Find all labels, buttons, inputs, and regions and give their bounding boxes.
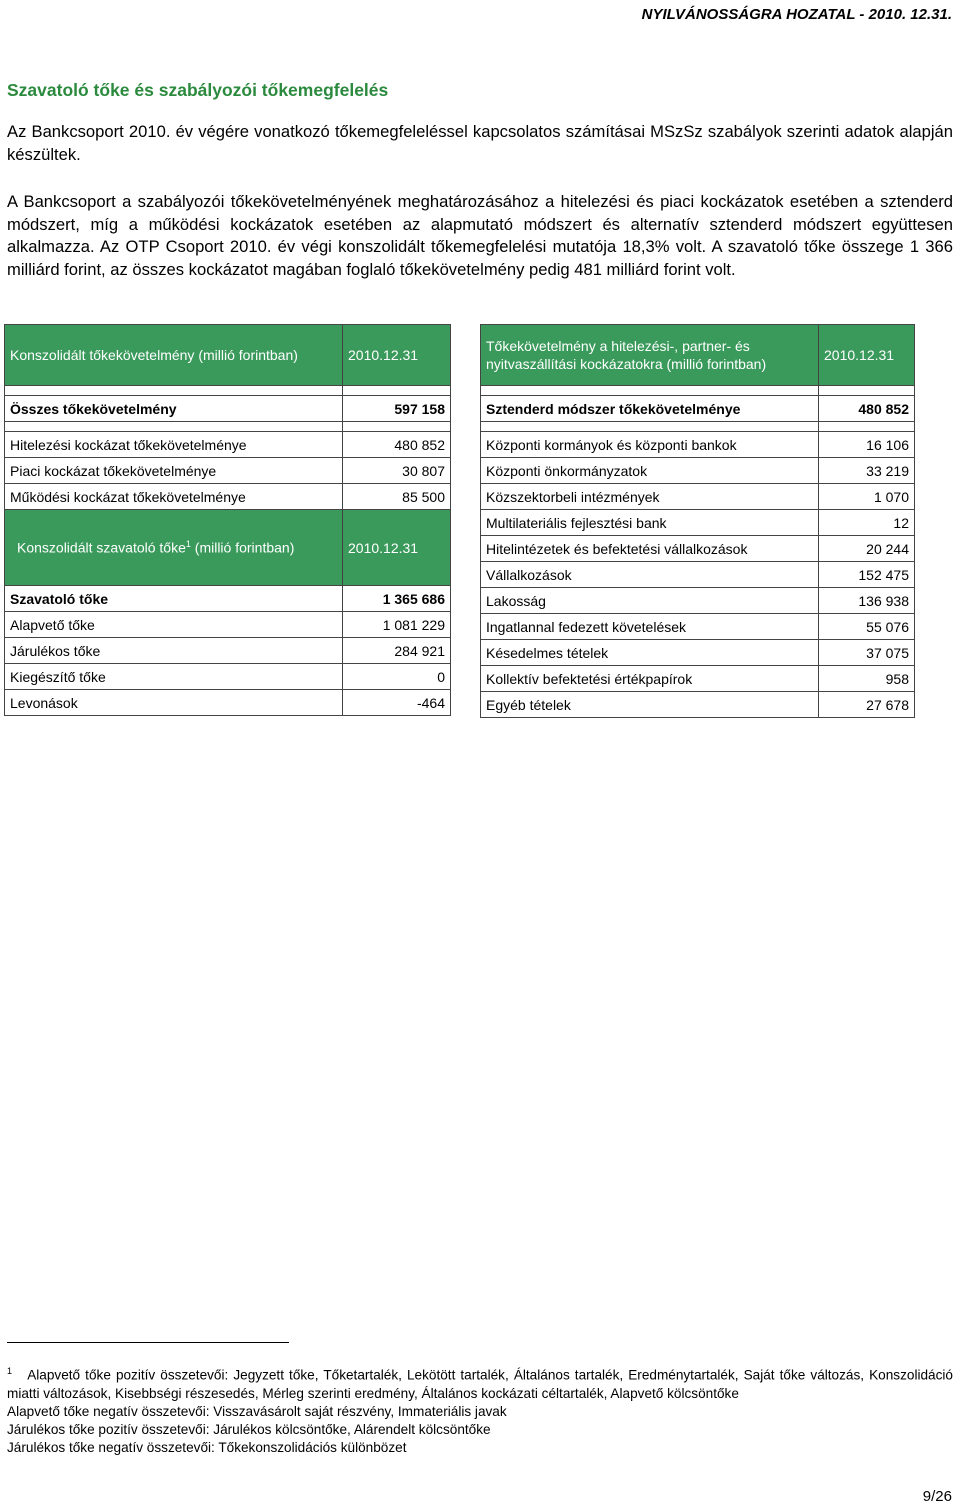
table-row [5,586,451,612]
table-row [5,690,451,716]
table-row [481,666,915,692]
row-label: Multilateriális fejlesztési bank [481,510,819,536]
row-label: Központi kormányok és központi bankok [481,432,819,458]
page-number: 9/26 [922,1488,952,1505]
table-row [481,396,915,422]
capreq-header-date: 2010.12.31 [343,325,451,386]
table-row [5,458,451,484]
page-header: NYILVÁNOSSÁGRA HOZATAL - 2010. 12.31. [641,6,952,23]
row-value: 27 678 [819,692,915,718]
table-row [481,588,915,614]
row-label: Egyéb tételek [481,692,819,718]
row-label: Működési kockázat tőkekövetelménye [5,484,343,510]
credit-header-label: Tőkekövetelmény a hitelezési-, partner- és nyitvaszállítási kockázatokra (millió forintban) [481,325,819,386]
table-row [481,692,915,718]
table-row [481,458,915,484]
row-value: 30 807 [343,458,451,484]
table-row [5,484,451,510]
credit-header-date: 2010.12.31 [819,325,915,386]
row-label: Ingatlannal fedezett követelések [481,614,819,640]
table-row [481,432,915,458]
owncap-header-date: 2010.12.31 [343,510,451,586]
capreq-total-value: 597 158 [343,396,451,422]
row-value: 284 921 [343,638,451,664]
credit-total-label: Sztenderd módszer tőkekövetelménye [481,396,819,422]
own-funds-table [4,509,451,716]
footnote-separator [7,1342,289,1343]
table-row [481,562,915,588]
table-header-row [481,325,915,386]
table-header-row [5,325,451,386]
table-row [5,664,451,690]
row-value: 55 076 [819,614,915,640]
owncap-total-value: 1 365 686 [343,586,451,612]
table-row [481,614,915,640]
row-value: 1 081 229 [343,612,451,638]
owncap-header-label: Konszolidált szavatoló tőke$^1$ (millió forintban) [5,510,343,586]
credit-total-value: 480 852 [819,396,915,422]
row-label: Járulékos tőke [5,638,343,664]
table-row [481,484,915,510]
row-value: -464 [343,690,451,716]
row-label: Késedelmes tételek [481,640,819,666]
row-value: 0 [343,664,451,690]
intro-paragraph: Az Bankcsoport 2010. év végére vonatkozó tőkemegfeleléssel kapcsolatos számításai MSzSz szabályok szerinti adatok alapján készültek. [7,122,953,164]
footnote-marker: 1 [7,1366,13,1376]
section-title: Szavatoló tőke és szabályozói tőkemegfelelés [7,80,389,100]
row-value: 16 106 [819,432,915,458]
footnotes [7,1362,953,1457]
row-value: 37 075 [819,640,915,666]
row-label: Vállalkozások [481,562,819,588]
footnote-line: Alapvető tőke negatív összetevői: Visszavásárolt saját részvény, Immateriális javak [7,1403,507,1419]
row-label: Hitelintézetek és befektetési vállalkozások [481,536,819,562]
row-label: Piaci kockázat tőkekövetelménye [5,458,343,484]
row-label: Központi önkormányzatok [481,458,819,484]
table-row [481,640,915,666]
owncap-total-label: Szavatoló tőke [5,586,343,612]
row-value: 958 [819,666,915,692]
capital-requirement-table [4,324,451,510]
row-value: 85 500 [343,484,451,510]
row-label: Kollektív befektetési értékpapírok [481,666,819,692]
row-label: Lakosság [481,588,819,614]
row-value: 152 475 [819,562,915,588]
row-value: 20 244 [819,536,915,562]
row-label: Alapvető tőke [5,612,343,638]
summary-paragraph: A Bankcsoport a szabályozói tőkekövetelményének meghatározásához a hitelezési és piaci kockázatok esetében a sztenderd módszert, míg a működési kockázatok esetében az alapmutató módszert és alternatív sztenderd módszert együttesen alkalmazza. Az OTP Csoport 2010. év végi konszolidált tőkemegfelelési mutatója 18,3% volt. A szavatoló tőke összege 1 366 milliárd forint, az összes kockázatot magában foglaló tőkekövetelmény pedig 481 milliárd forint volt. [7,192,953,279]
table-row [481,536,915,562]
table-row [5,396,451,422]
row-value: 12 [819,510,915,536]
row-label: Hitelezési kockázat tőkekövetelménye [5,432,343,458]
capreq-header-label: Konszolidált tőkekövetelmény (millió forintban) [5,325,343,386]
table-row [5,432,451,458]
row-value: 33 219 [819,458,915,484]
table-row [5,638,451,664]
table-row [481,510,915,536]
capreq-total-label: Összes tőkekövetelmény [5,396,343,422]
row-value: 480 852 [343,432,451,458]
row-label: Közszektorbeli intézmények [481,484,819,510]
table-row [5,612,451,638]
row-value: 136 938 [819,588,915,614]
row-label: Kiegészítő tőke [5,664,343,690]
credit-risk-table [480,324,915,718]
footnote-marker: 1 [185,539,191,550]
footnote-line: Járulékos tőke negatív összetevői: Tőkekonszolidációs különbözet [7,1439,407,1455]
footnote-line: Járulékos tőke pozitív összetevői: Járulékos kölcsöntőke, Alárendelt kölcsöntőke [7,1421,491,1437]
row-value: 1 070 [819,484,915,510]
row-label: Levonások [5,690,343,716]
table-header-row [5,510,451,586]
footnote-1: $^1$ Alapvető tőke pozitív összetevői: Jegyzett tőke, Tőketartalék, Lekötött tartalék, Általános tartalék, Eredménytartalék, Saját tőke változás, Konszolidáció miatti változások, Kisebbségi részesedés, Mérleg szerinti eredmény, Általános kockázati céltartalék, Alapvető kölcsöntőke [7,1366,953,1401]
